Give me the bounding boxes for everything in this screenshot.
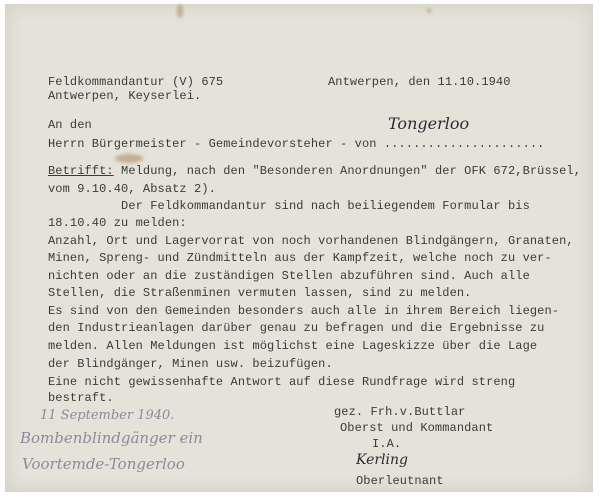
- stain: [177, 4, 183, 18]
- pencil-note-date: 11 September 1940.: [40, 408, 175, 423]
- body-line: bestraft.: [48, 391, 114, 405]
- place-date: Antwerpen, den 11.10.1940: [328, 75, 511, 89]
- body-line: Der Feldkommandantur sind nach beiliegendem Formular bis: [48, 199, 530, 213]
- subject-label: Betrifft:: [48, 164, 114, 178]
- handwritten-signature: Kerling: [356, 452, 408, 468]
- body-line: nichten oder an die zuständigen Stellen abzuführen sind. Auch alle: [48, 269, 530, 283]
- handwritten-town: Tongerloo: [388, 114, 470, 133]
- body-line: den Industrieanlagen darüber genau zu befragen und die Ergebnisse zu: [48, 321, 545, 335]
- body-line: Minen, Spreng- und Zündmitteln aus der Kampfzeit, welche noch zu ver-: [48, 251, 552, 265]
- pencil-note-subject: Bombenblindgänger ein: [20, 429, 203, 447]
- recipient-line-2: [48, 137, 545, 151]
- body-line: 18.10.40 zu melden:: [48, 216, 187, 230]
- subject-text: Meldung, nach den "Besonderen Anordnungen" der OFK 672,Brüssel,: [113, 164, 581, 178]
- signature-line-1: gez. Frh.v.Buttlar: [334, 405, 466, 419]
- signature-line-3: I.A.: [372, 437, 402, 451]
- body-line: melden. Allen Meldungen ist möglichst eine Lageskizze über die Lage: [48, 339, 538, 353]
- body-line: Anzahl, Ort und Lagervorrat von noch vorhandenen Blindgängern, Granaten,: [48, 234, 574, 248]
- sender-line-1: Feldkommandantur (V) 675: [48, 75, 224, 89]
- body-line: der Blindgänger, Minen usw. beizufügen.: [48, 357, 333, 371]
- fill-in-dots: ......................: [383, 137, 545, 151]
- body-line: Stellen, die Straßenminen vermuten lassen, sind zu melden.: [48, 286, 472, 300]
- body-line: Eine nicht gewissenhafte Antwort auf diese Rundfrage wird streng: [48, 375, 516, 389]
- body-line: Es sind von den Gemeinden besonders auch alle in ihrem Bereich liegen-: [48, 304, 560, 318]
- signature-line-2: Oberst und Kommandant: [340, 421, 494, 435]
- stain: [115, 154, 143, 163]
- signature-line-4: Oberleutnant: [356, 474, 444, 488]
- recipient-title: Herrn Bürgermeister - Gemeindevorsteher - von: [48, 137, 384, 151]
- recipient-line-1: An den: [48, 118, 92, 132]
- stain: [427, 8, 431, 13]
- subject-line-1: [48, 164, 581, 178]
- sender-line-2: Antwerpen, Keyserlei.: [48, 89, 202, 103]
- pencil-note-place: Voortemde-Tongerloo: [22, 455, 185, 473]
- subject-line-2: vom 9.10.40, Absatz 2).: [48, 182, 216, 196]
